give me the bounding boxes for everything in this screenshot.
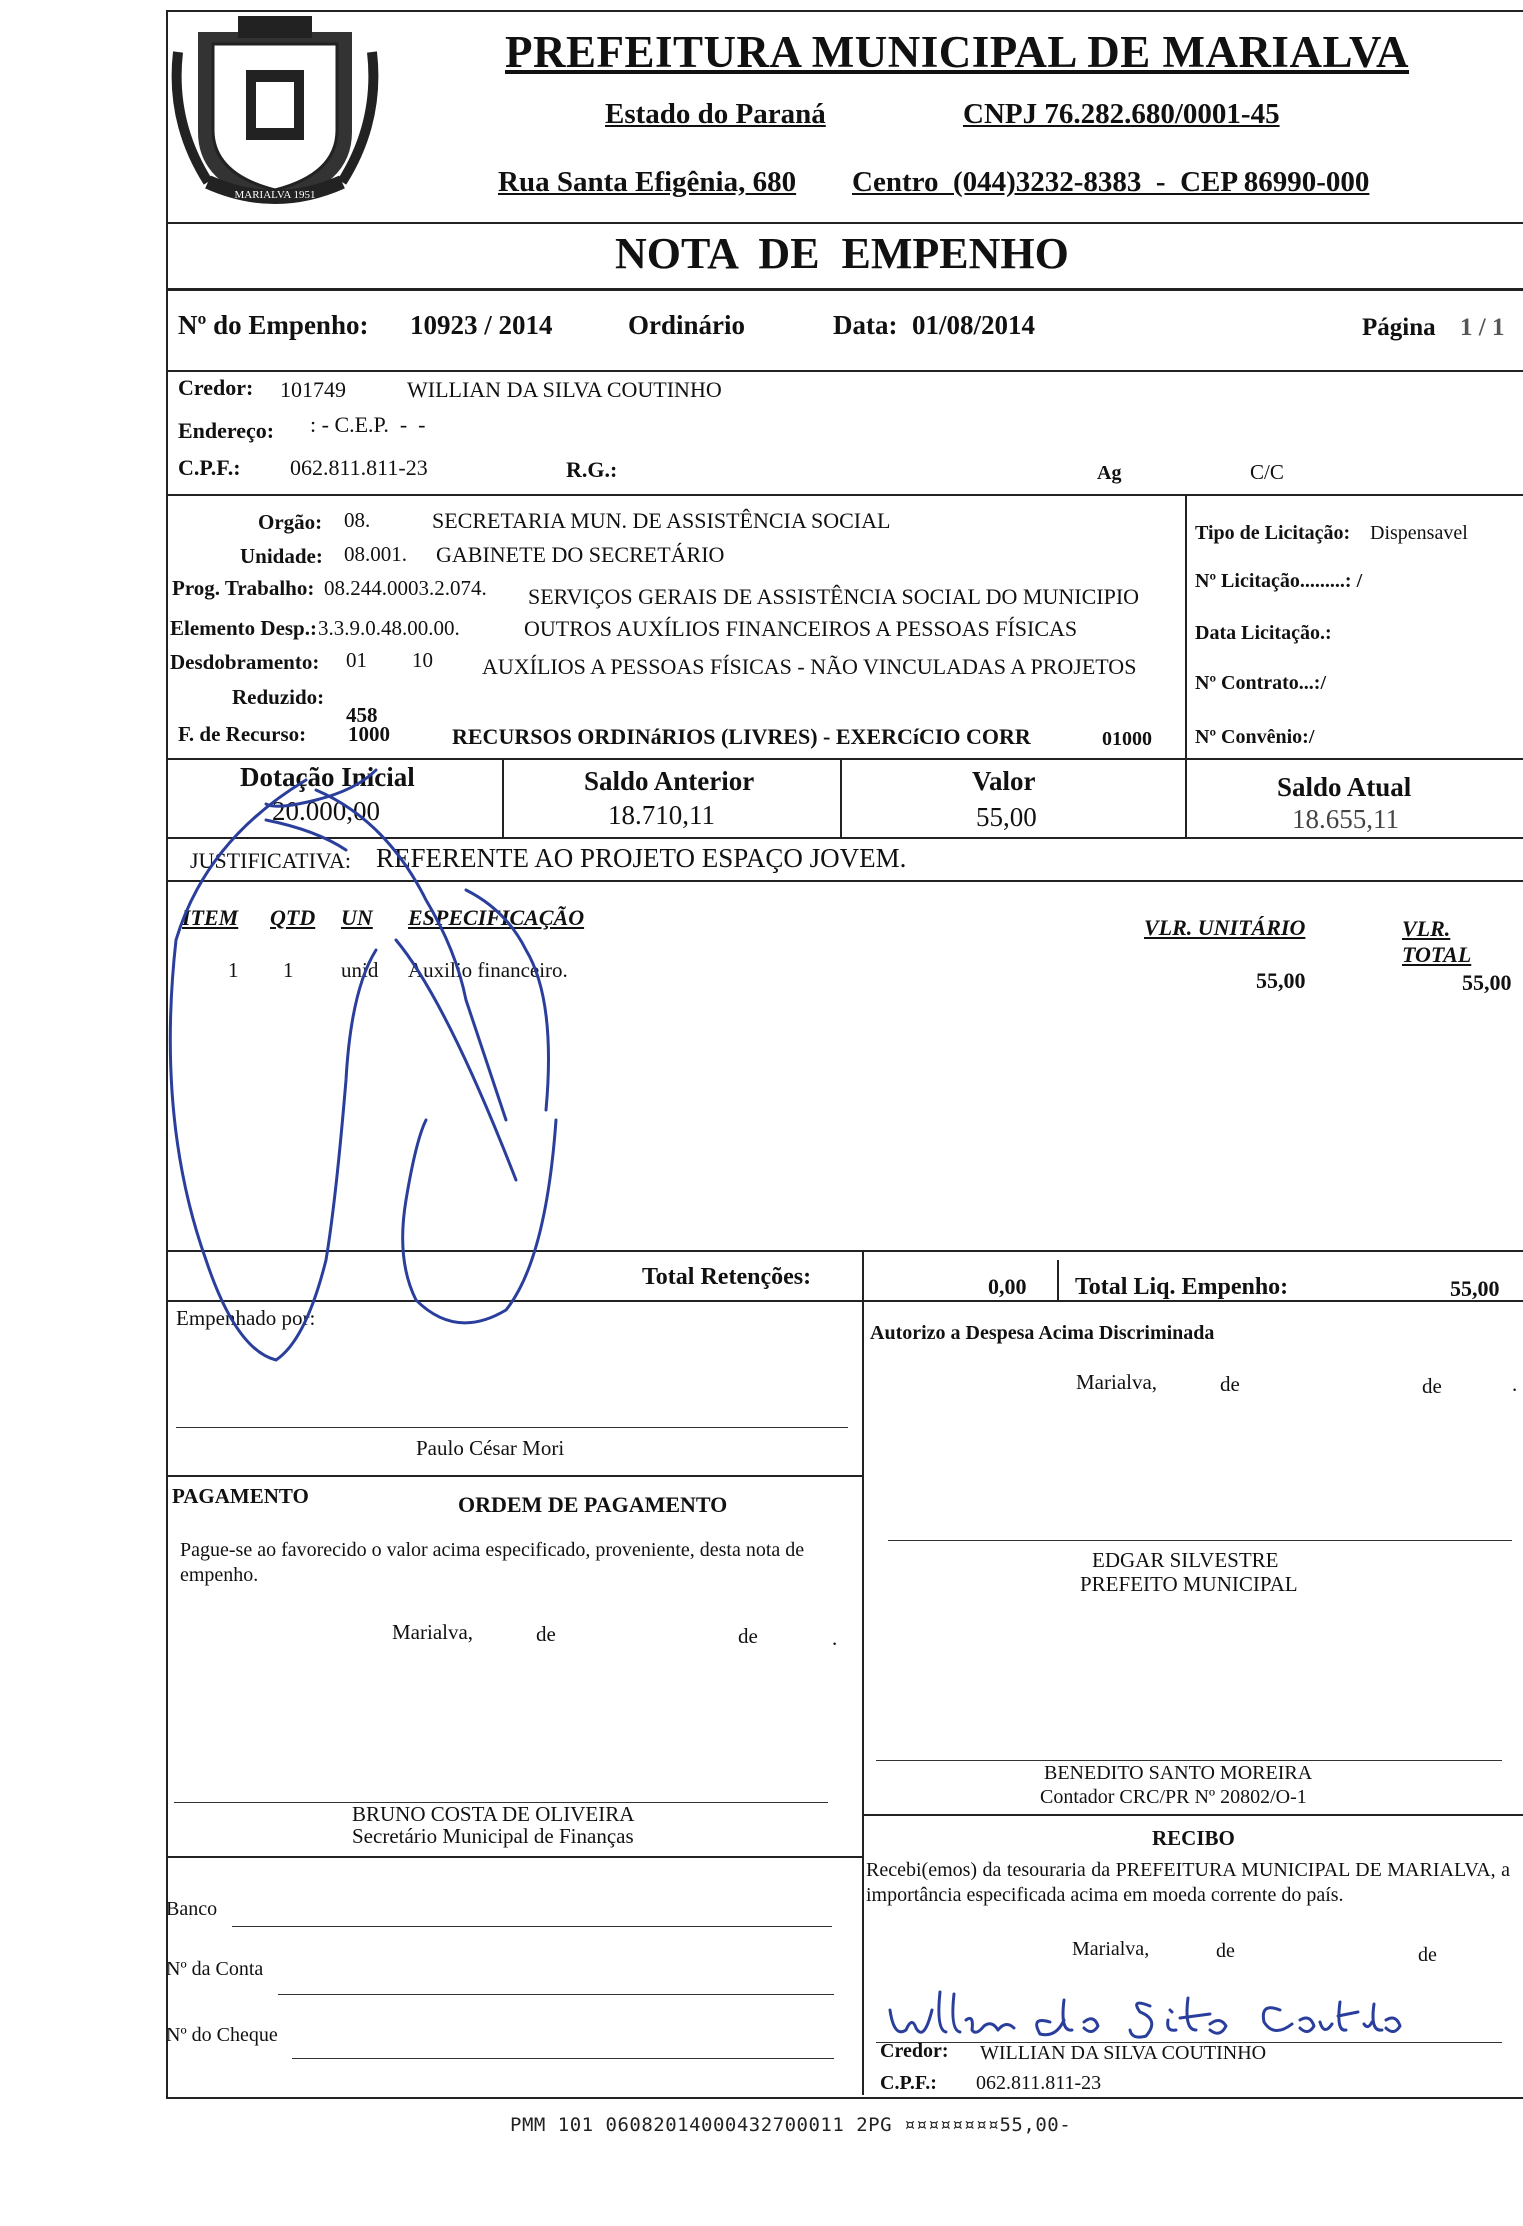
item-total-value: 55,00 (1462, 970, 1512, 995)
recibo-text: Recebi(emos) da tesouraria da PREFEITURA MUNICIPAL DE MARIALVA, a importância especificada acima em moeda corrente do país. (866, 1859, 1510, 1906)
elemento-label: Elemento Desp.: (170, 616, 317, 640)
recibo-place: Marialva, (1072, 1938, 1150, 1960)
contract-number: Nº Contrato...:/ (1195, 672, 1327, 694)
saldo-anterior-label: Saldo Anterior (584, 766, 755, 796)
recibo-credor-label: Credor: (880, 2040, 949, 2062)
recibo-title: RECIBO (1152, 1826, 1235, 1850)
divider (1185, 494, 1187, 760)
banco-line (232, 1926, 832, 1927)
banco-label: Banco (166, 1898, 218, 1920)
prog-code: 08.244.0003.2.074. (324, 576, 487, 600)
recibo-de: de (1418, 1944, 1437, 1966)
recibo-cpf-value: 062.811.811-23 (976, 2072, 1102, 2094)
city-coat-of-arms (168, 12, 382, 212)
retencoes-label: Total Retenções: (642, 1264, 812, 1290)
pen-annotation (166, 700, 606, 1380)
convenio-number: Nº Convênio:/ (1195, 726, 1315, 748)
divider (862, 1250, 864, 1300)
valor-value: 55,00 (976, 802, 1037, 832)
divider (862, 1814, 1523, 1816)
street-address: Rua Santa Efigênia, 680 (498, 166, 797, 198)
page-number: 1 / 1 (1460, 314, 1505, 341)
signature-line (876, 1760, 1502, 1761)
address-value: : - C.E.P. - - (310, 412, 426, 437)
recibo-cpf-label: C.P.F.: (880, 2072, 937, 2094)
recibo-credor-value: WILLIAN DA SILVA COUTINHO (980, 2042, 1267, 2064)
divider (166, 1475, 862, 1477)
orgao-label: Orgão: (258, 510, 323, 534)
justificativa-text: REFERENTE AO PROJETO ESPAÇO JOVEM. (376, 843, 907, 873)
desdobramento-label: Desdobramento: (170, 650, 320, 674)
secretario-role: Secretário Municipal de Finanças (352, 1824, 634, 1848)
divider (166, 1856, 862, 1858)
recurso-code: 1000 (348, 722, 390, 746)
cheque-line (292, 2058, 834, 2059)
prog-desc: SERVIÇOS GERAIS DE ASSISTÊNCIA SOCIAL DO MUNICIPIO (528, 584, 1140, 609)
recurso-desc: RECURSOS ORDINáRIOS (LIVRES) - EXERCíCIO CORR (452, 724, 1031, 749)
contador-name: BENEDITO SANTO MOREIRA (1044, 1762, 1313, 1784)
autorizo-place: Marialva, (1076, 1370, 1158, 1394)
municipality-title: PREFEITURA MUNICIPAL DE MARIALVA (505, 27, 1410, 77)
reduzido-label: Reduzido: (232, 685, 325, 709)
desdobramento-code2: 10 (412, 648, 433, 672)
credor-code: 101749 (280, 377, 346, 402)
unidade-label: Unidade: (240, 544, 323, 568)
pagamento-text: Pague-se ao favorecido o valor acima especificado, proveniente, desta nota de empenho. (180, 1539, 805, 1586)
item-unit-value: 55,00 (1256, 968, 1306, 993)
conta-label: Nº da Conta (166, 1958, 264, 1980)
liquid-total-value: 55,00 (1450, 1276, 1500, 1301)
credor-label: Credor: (178, 375, 254, 400)
valor-label: Valor (972, 766, 1036, 796)
item-spec: Auxilio financeiro. (408, 958, 568, 982)
state-name: Estado do Paraná (605, 98, 826, 130)
elemento-desc: OUTROS AUXÍLIOS FINANCEIROS A PESSOAS FÍSICAS (524, 616, 1078, 641)
conta-line (278, 1994, 834, 1995)
desdobramento-code: 01 (346, 648, 367, 672)
licitacao-type-value: Dispensavel (1370, 522, 1468, 544)
liquid-total-label: Total Liq. Empenho: (1075, 1274, 1289, 1300)
elemento-code: 3.3.9.0.48.00.00. (318, 616, 460, 640)
reduzido-value: 458 (346, 703, 378, 727)
cpf-value: 062.811.811-23 (290, 455, 428, 480)
recibo-de: de (1216, 1940, 1235, 1962)
footer-bank-code: PMM 101 06082014000432700011 2PG ¤¤¤¤¤¤¤¤55,00- (510, 2114, 1072, 2136)
document-title: NOTA DE EMPENHO (615, 229, 1069, 278)
credor-handwritten-signature (880, 1980, 1420, 2050)
prog-label: Prog. Trabalho: (172, 576, 315, 600)
saldo-atual-value: 18.655,11 (1292, 804, 1399, 834)
autorizo-de: de (1220, 1372, 1240, 1396)
unidade-desc: GABINETE DO SECRETÁRIO (436, 542, 725, 567)
ordem-pagamento-title: ORDEM DE PAGAMENTO (458, 1492, 728, 1517)
prefeito-role: PREFEITO MUNICIPAL (1080, 1572, 1298, 1596)
item-unit: unid (341, 958, 379, 982)
divider (840, 758, 842, 838)
cnpj: CNPJ 76.282.680/0001-45 (963, 98, 1280, 130)
prefeito-name: EDGAR SILVESTRE (1092, 1548, 1279, 1572)
divider (166, 370, 1523, 372)
col-total-header: VLR. TOTAL (1402, 916, 1472, 967)
empenhado-name: Paulo César Mori (416, 1436, 565, 1460)
licitacao-date: Data Licitação.: (1195, 622, 1332, 644)
divider (166, 222, 1523, 224)
dotacao-label: Dotação Inicial (240, 762, 415, 792)
saldo-anterior-value: 18.710,11 (608, 800, 715, 830)
pagamento-place: Marialva, (392, 1620, 474, 1644)
secretario-name: BRUNO COSTA DE OLIVEIRA (352, 1802, 635, 1826)
unidade-code: 08.001. (344, 542, 407, 566)
orgao-desc: SECRETARIA MUN. DE ASSISTÊNCIA SOCIAL (432, 508, 891, 533)
justificativa-label: JUSTIFICATIVA: (190, 848, 351, 873)
desdobramento-desc: AUXÍLIOS A PESSOAS FÍSICAS - NÃO VINCULADAS A PROJETOS (482, 654, 1137, 679)
item-qty: 1 (283, 958, 294, 982)
recurso-label: F. de Recurso: (178, 722, 307, 746)
recurso-number: 01000 (1102, 728, 1152, 750)
divider (862, 1300, 864, 2095)
pagamento-de: de (536, 1622, 556, 1646)
address-label: Endereço: (178, 418, 275, 443)
col-un-header: UN (341, 905, 373, 930)
contact-info: Centro (044)3232-8383 - CEP 86990-000 (852, 166, 1370, 198)
col-item-header: ITEM (182, 905, 239, 930)
logo-ribbon-text: MARIALVA 1951 (234, 189, 316, 201)
divider (1185, 758, 1187, 838)
cpf-label: C.P.F.: (178, 455, 241, 480)
dotacao-value: 20.000,00 (272, 796, 380, 826)
cheque-label: Nº do Cheque (166, 2024, 278, 2046)
col-qtd-header: QTD (270, 905, 316, 930)
divider (1057, 1260, 1059, 1300)
pagamento-title: PAGAMENTO (172, 1484, 309, 1508)
autorizo-dot: . (1512, 1372, 1518, 1396)
empenho-number: 10923 / 2014 (410, 310, 553, 340)
empenho-date: 01/08/2014 (912, 310, 1036, 340)
empenho-type: Ordinário (628, 310, 746, 340)
autorizo-title: Autorizo a Despesa Acima Discriminada (870, 1322, 1215, 1344)
empenhado-por-label: Empenhado por: (176, 1306, 316, 1330)
item-number: 1 (228, 958, 239, 982)
col-spec-header: ESPECIFICAÇÃO (408, 905, 585, 930)
account-label: C/C (1250, 460, 1284, 484)
signature-line (176, 1427, 848, 1428)
licitacao-number: Nº Licitação.........: / (1195, 570, 1363, 592)
orgao-code: 08. (344, 508, 371, 532)
pagamento-dot: . (832, 1626, 838, 1650)
empenho-date-label: Data: (833, 310, 898, 340)
autorizo-de: de (1422, 1374, 1442, 1398)
agency-label: Ag (1097, 462, 1122, 484)
divider (166, 494, 1523, 496)
saldo-atual-label: Saldo Atual (1277, 772, 1412, 802)
divider (166, 288, 1523, 291)
licitacao-type-label: Tipo de Licitação: (1195, 522, 1351, 544)
signature-line (888, 1540, 1512, 1541)
empenho-number-label: Nº do Empenho: (178, 310, 369, 340)
rg-label: R.G.: (566, 457, 618, 482)
col-unit-value-header: VLR. UNITÁRIO (1144, 915, 1306, 940)
pagamento-de: de (738, 1624, 758, 1648)
page-label: Página (1362, 314, 1436, 341)
credor-name: WILLIAN DA SILVA COUTINHO (407, 377, 722, 402)
retencoes-value: 0,00 (988, 1274, 1027, 1299)
contador-role: Contador CRC/PR Nº 20802/O-1 (1040, 1786, 1307, 1808)
